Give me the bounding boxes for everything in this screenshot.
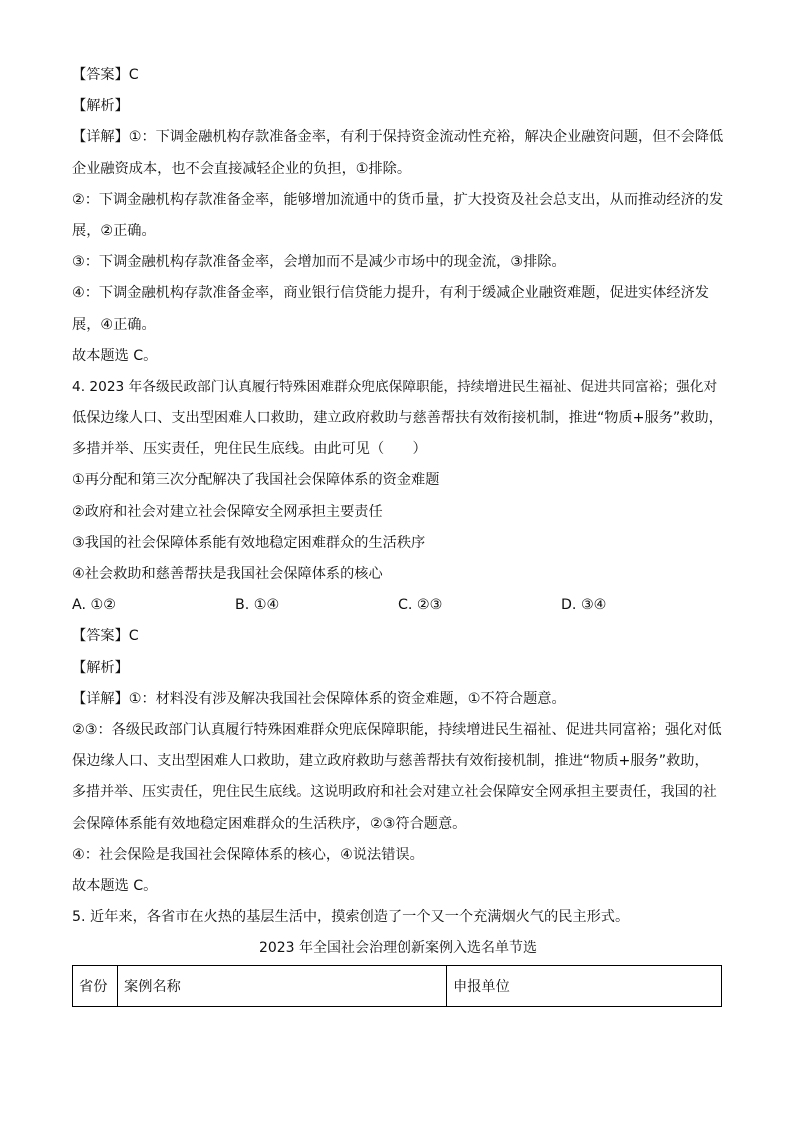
q4-option-d: D. ③④ (561, 597, 607, 614)
q3-detail-line: 【详解】①：下调金融机构存款准备金率，有利于保持资金流动性充裕，解决企业融资问题，但不会降低 (72, 129, 724, 146)
table-header-province: 省份 (73, 966, 118, 1007)
document-page (72, 60, 724, 1007)
q5-table-caption: 2023 年全国社会治理创新案例入选名单节选 (258, 940, 538, 957)
q4-detail-line: ④：社会保险是我国社会保障体系的核心，④说法错误。 (72, 846, 424, 863)
q3-answer: 【答案】C (72, 67, 139, 83)
q4-statement: ①再分配和第三次分配解决了我国社会保障体系的资金难题 (72, 472, 440, 489)
q3-detail-line: ②：下调金融机构存款准备金率，能够增加流通中的货币量，扩大投资及社会总支出，从而推动经济的发 (72, 191, 724, 208)
q3-detail-line: 展，④正确。 (72, 316, 156, 333)
q5-stem: 5. 近年来，各省市在火热的基层生活中，摸索创造了一个又一个充满烟火气的民主形式。 (72, 909, 630, 926)
q4-answer: 【答案】C (72, 628, 139, 645)
q4-statement: ③我国的社会保障体系能有效地稳定困难群众的生活秩序 (72, 534, 426, 551)
q4-option-c: C. ②③ (398, 597, 443, 614)
q3-detail-line: 企业融资成本，也不会直接减轻企业的负担，①排除。 (72, 160, 412, 177)
q4-analysis-label: 【解析】 (72, 659, 129, 676)
q3-analysis-label: 【解析】 (72, 98, 129, 115)
q4-statement: ④社会救助和慈善帮扶是我国社会保障体系的核心 (72, 566, 383, 582)
q4-detail-line: 【详解】①：材料没有涉及解决我国社会保障体系的资金难题，①不符合题意。 (72, 690, 566, 707)
q4-detail-line: 多措并举、压实责任，兜住民生底线。这说明政府和社会对建立社会保障安全网承担主要责任，我国的社 (72, 784, 717, 801)
q4-detail-line: 会保障体系能有效地稳定困难群众的生活秩序，②③符合题意。 (72, 815, 467, 832)
q4-options (72, 590, 724, 621)
q4-stem-line: 多措并举、压实责任，兜住民生底线。由此可见（ ） (72, 441, 427, 458)
q5-table (72, 965, 722, 1007)
table-header-applicant: 申报单位 (447, 966, 722, 1007)
q4-option-a: A. ①② (72, 597, 116, 614)
q3-detail-line: 故本题选 C。 (72, 347, 158, 364)
q4-detail-line: 保边缘人口、支出型困难人口救助，建立政府救助与慈善帮扶有效衔接机制，推进“物质+服务”救助， (72, 753, 709, 770)
table-header-row (73, 966, 722, 1007)
q4-stem-line: 4. 2023 年各级民政部门认真履行特殊困难群众兜底保障职能，持续增进民生福祉、促进共同富裕；强化对 (72, 378, 718, 395)
q4-detail-line: ②③：各级民政部门认真履行特殊困难群众兜底保障职能，持续增进民生福祉、促进共同富裕；强化对低 (72, 721, 722, 738)
q4-option-b: B. ①④ (235, 597, 280, 614)
q4-detail-line: 故本题选 C。 (72, 877, 158, 894)
q4-statement: ②政府和社会对建立社会保障安全网承担主要责任 (72, 503, 383, 520)
q3-detail-line: ④：下调金融机构存款准备金率，商业银行信贷能力提升，有利于缓减企业融资难题，促进实体经济发 (72, 285, 709, 302)
table-header-case-name: 案例名称 (118, 966, 447, 1007)
q4-stem-line: 低保边缘人口、支出型困难人口救助，建立政府救助与慈善帮扶有效衔接机制，推进“物质+服务”救助， (72, 410, 723, 427)
q3-detail-line: ③：下调金融机构存款准备金率，会增加而不是减少市场中的现金流，③排除。 (72, 254, 566, 271)
q3-detail-line: 展，②正确。 (72, 222, 156, 239)
